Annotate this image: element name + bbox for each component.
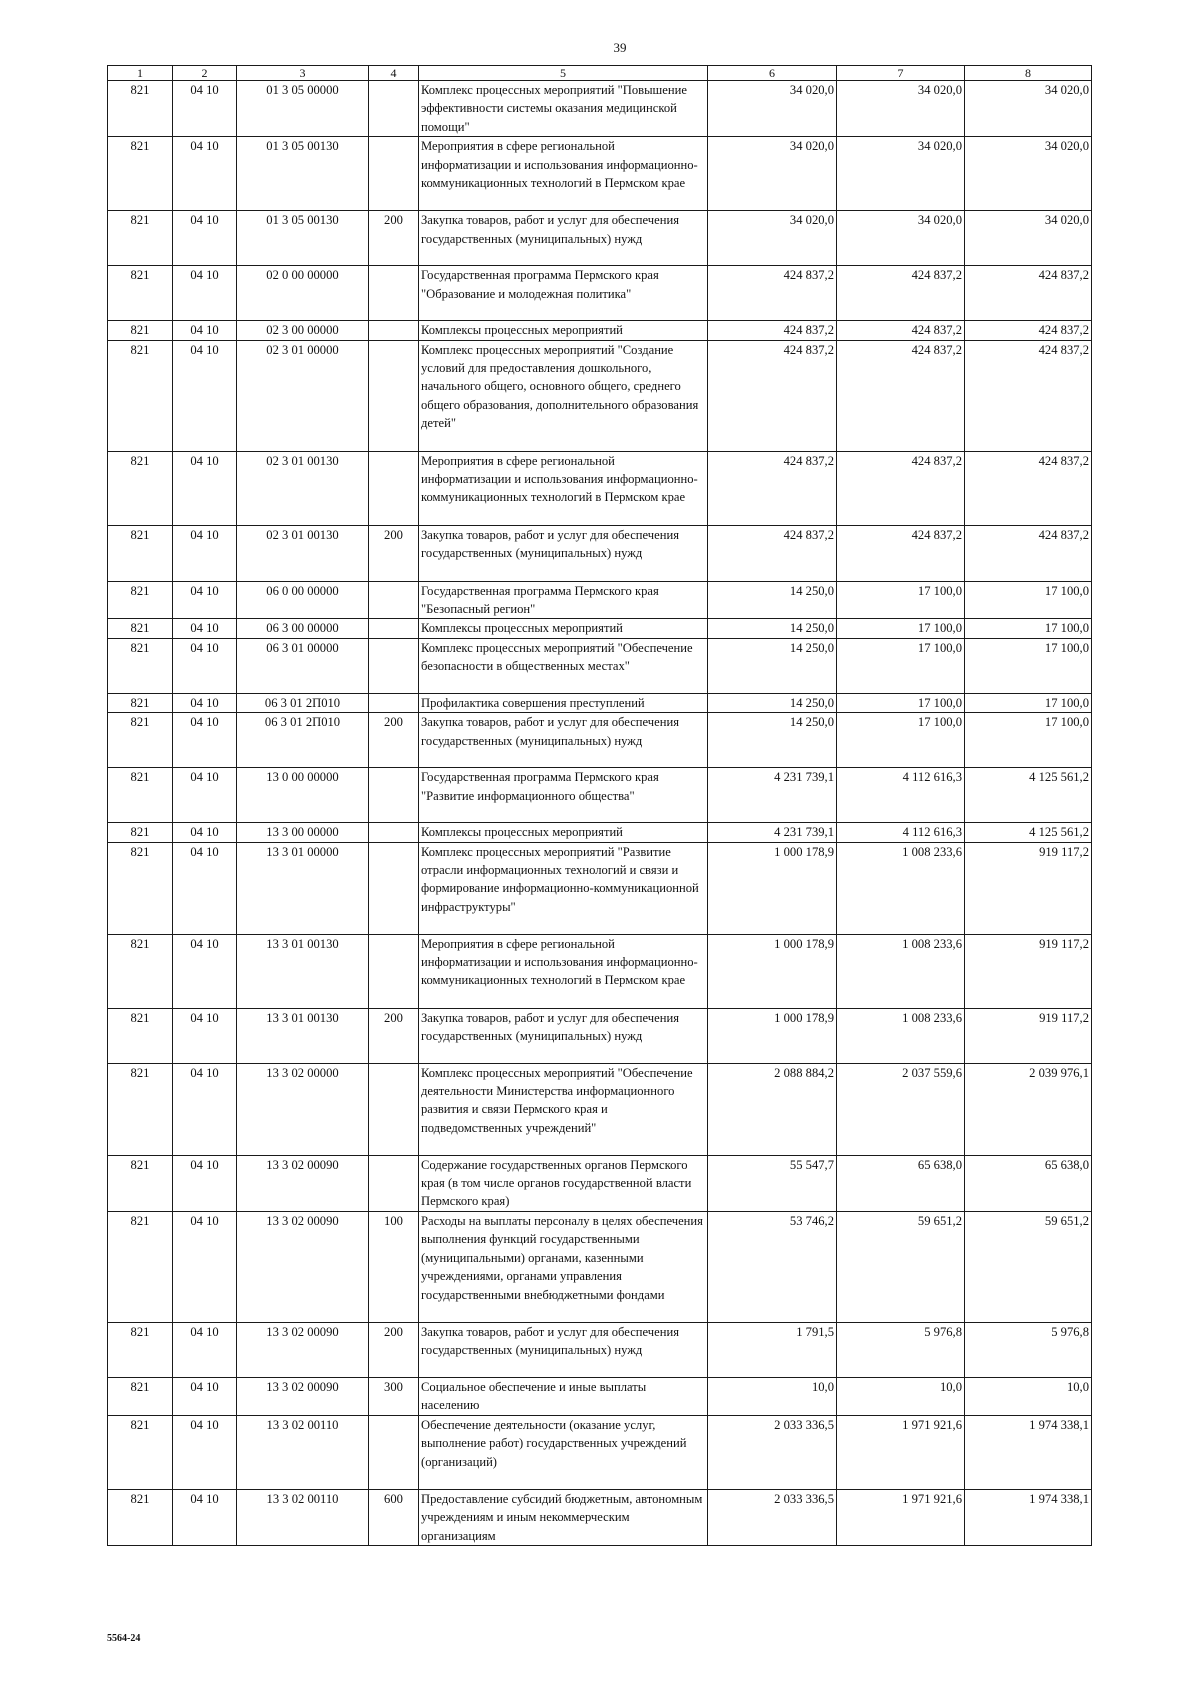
- amount-year-3-cell: 2 039 976,1: [965, 1063, 1092, 1155]
- description-cell: Комплекс процессных мероприятий "Повышение эффективности системы оказания медицинской помощи": [419, 81, 708, 137]
- amount-year-3-cell: 34 020,0: [965, 211, 1092, 266]
- gov-code-cell: 821: [108, 713, 173, 768]
- amount-year-1-cell: 14 250,0: [708, 713, 837, 768]
- target-article-cell: 13 3 02 00090: [237, 1322, 369, 1377]
- table-row: [108, 934, 1092, 1008]
- amount-year-1-cell: 4 231 739,1: [708, 823, 837, 842]
- header-col-1: 1: [108, 66, 173, 81]
- target-article-cell: 13 3 02 00110: [237, 1489, 369, 1545]
- amount-year-1-cell: 1 000 178,9: [708, 1008, 837, 1063]
- section-code-cell: 04 10: [173, 137, 237, 211]
- amount-year-1-cell: 424 837,2: [708, 321, 837, 340]
- section-code-cell: 04 10: [173, 525, 237, 581]
- description-cell: Закупка товаров, работ и услуг для обеспечения государственных (муниципальных) нужд: [419, 525, 708, 581]
- expense-type-cell: [369, 1415, 419, 1489]
- amount-year-1-cell: 10,0: [708, 1377, 837, 1415]
- expense-type-cell: [369, 340, 419, 451]
- expense-type-cell: [369, 823, 419, 842]
- gov-code-cell: 821: [108, 638, 173, 693]
- amount-year-2-cell: 1 008 233,6: [837, 1008, 965, 1063]
- target-article-cell: 02 3 01 00130: [237, 525, 369, 581]
- description-cell: Обеспечение деятельности (оказание услуг, выполнение работ) государственных учреждений (организаций): [419, 1415, 708, 1489]
- target-article-cell: 13 3 00 00000: [237, 823, 369, 842]
- section-code-cell: 04 10: [173, 581, 237, 619]
- header-row: [108, 66, 1092, 81]
- amount-year-3-cell: 424 837,2: [965, 266, 1092, 321]
- amount-year-1-cell: 424 837,2: [708, 340, 837, 451]
- target-article-cell: 01 3 05 00000: [237, 81, 369, 137]
- section-code-cell: 04 10: [173, 321, 237, 340]
- section-code-cell: 04 10: [173, 1211, 237, 1322]
- section-code-cell: 04 10: [173, 1155, 237, 1211]
- target-article-cell: 13 3 02 00000: [237, 1063, 369, 1155]
- gov-code-cell: 821: [108, 451, 173, 525]
- section-code-cell: 04 10: [173, 638, 237, 693]
- target-article-cell: 13 3 02 00090: [237, 1155, 369, 1211]
- amount-year-1-cell: 14 250,0: [708, 693, 837, 712]
- description-cell: Комплексы процессных мероприятий: [419, 619, 708, 638]
- description-cell: Закупка товаров, работ и услуг для обеспечения государственных (муниципальных) нужд: [419, 1008, 708, 1063]
- section-code-cell: 04 10: [173, 693, 237, 712]
- header-col-6: 6: [708, 66, 837, 81]
- amount-year-3-cell: 424 837,2: [965, 340, 1092, 451]
- gov-code-cell: 821: [108, 1377, 173, 1415]
- amount-year-1-cell: 14 250,0: [708, 638, 837, 693]
- amount-year-1-cell: 34 020,0: [708, 81, 837, 137]
- budget-table: [107, 65, 1092, 1546]
- description-cell: Комплекс процессных мероприятий "Развитие отрасли информационных технологий и связи и формирование информационно-коммуникационной инфраструктуры": [419, 842, 708, 934]
- table-row: [108, 211, 1092, 266]
- table-row: [108, 713, 1092, 768]
- gov-code-cell: 821: [108, 619, 173, 638]
- description-cell: Государственная программа Пермского края "Развитие информационного общества": [419, 768, 708, 823]
- target-article-cell: 06 3 01 2П010: [237, 693, 369, 712]
- amount-year-3-cell: 4 125 561,2: [965, 768, 1092, 823]
- description-cell: Мероприятия в сфере региональной информатизации и использования информационно-коммуникационных технологий в Пермском крае: [419, 451, 708, 525]
- table-row: [108, 340, 1092, 451]
- section-code-cell: 04 10: [173, 934, 237, 1008]
- table-row: [108, 266, 1092, 321]
- table-row: [108, 1155, 1092, 1211]
- amount-year-2-cell: 1 971 921,6: [837, 1489, 965, 1545]
- expense-type-cell: [369, 1155, 419, 1211]
- target-article-cell: 13 3 01 00130: [237, 934, 369, 1008]
- table-row: [108, 451, 1092, 525]
- amount-year-2-cell: 2 037 559,6: [837, 1063, 965, 1155]
- amount-year-2-cell: 1 008 233,6: [837, 842, 965, 934]
- amount-year-1-cell: 14 250,0: [708, 581, 837, 619]
- amount-year-2-cell: 65 638,0: [837, 1155, 965, 1211]
- expense-type-cell: 200: [369, 713, 419, 768]
- amount-year-3-cell: 10,0: [965, 1377, 1092, 1415]
- amount-year-3-cell: 5 976,8: [965, 1322, 1092, 1377]
- amount-year-3-cell: 919 117,2: [965, 842, 1092, 934]
- table-row: [108, 1211, 1092, 1322]
- amount-year-3-cell: 17 100,0: [965, 713, 1092, 768]
- target-article-cell: 02 3 01 00130: [237, 451, 369, 525]
- amount-year-3-cell: 424 837,2: [965, 525, 1092, 581]
- amount-year-2-cell: 17 100,0: [837, 619, 965, 638]
- amount-year-1-cell: 424 837,2: [708, 525, 837, 581]
- table-row: [108, 823, 1092, 842]
- expense-type-cell: [369, 842, 419, 934]
- table-row: [108, 693, 1092, 712]
- amount-year-2-cell: 5 976,8: [837, 1322, 965, 1377]
- target-article-cell: 06 3 00 00000: [237, 619, 369, 638]
- gov-code-cell: 821: [108, 211, 173, 266]
- table-row: [108, 638, 1092, 693]
- gov-code-cell: 821: [108, 823, 173, 842]
- amount-year-3-cell: 34 020,0: [965, 81, 1092, 137]
- amount-year-2-cell: 4 112 616,3: [837, 768, 965, 823]
- description-cell: Расходы на выплаты персоналу в целях обеспечения выполнения функций государственными (муниципальными) органами, казенными учреждениями, органами управления государственными внебюджетными фондами: [419, 1211, 708, 1322]
- table-body: [108, 81, 1092, 1546]
- description-cell: Мероприятия в сфере региональной информатизации и использования информационно-коммуникационных технологий в Пермском крае: [419, 137, 708, 211]
- table-row: [108, 81, 1092, 137]
- amount-year-2-cell: 424 837,2: [837, 525, 965, 581]
- target-article-cell: 06 3 01 00000: [237, 638, 369, 693]
- expense-type-cell: [369, 137, 419, 211]
- description-cell: Мероприятия в сфере региональной информатизации и использования информационно-коммуникационных технологий в Пермском крае: [419, 934, 708, 1008]
- expense-type-cell: [369, 81, 419, 137]
- table-row: [108, 1489, 1092, 1545]
- header-col-4: 4: [369, 66, 419, 81]
- description-cell: Комплекс процессных мероприятий "Обеспечение деятельности Министерства информационного развития и связи Пермского края и подведомственных учреждений": [419, 1063, 708, 1155]
- amount-year-3-cell: 919 117,2: [965, 1008, 1092, 1063]
- amount-year-3-cell: 1 974 338,1: [965, 1489, 1092, 1545]
- expense-type-cell: 600: [369, 1489, 419, 1545]
- section-code-cell: 04 10: [173, 340, 237, 451]
- amount-year-3-cell: 424 837,2: [965, 321, 1092, 340]
- gov-code-cell: 821: [108, 340, 173, 451]
- table-row: [108, 1008, 1092, 1063]
- amount-year-2-cell: 34 020,0: [837, 211, 965, 266]
- amount-year-2-cell: 17 100,0: [837, 693, 965, 712]
- expense-type-cell: [369, 581, 419, 619]
- target-article-cell: 13 3 01 00130: [237, 1008, 369, 1063]
- description-cell: Комплексы процессных мероприятий: [419, 321, 708, 340]
- target-article-cell: 02 3 01 00000: [237, 340, 369, 451]
- description-cell: Социальное обеспечение и иные выплаты населению: [419, 1377, 708, 1415]
- amount-year-3-cell: 17 100,0: [965, 693, 1092, 712]
- amount-year-3-cell: 1 974 338,1: [965, 1415, 1092, 1489]
- table-row: [108, 619, 1092, 638]
- expense-type-cell: [369, 693, 419, 712]
- page-number: 39: [613, 40, 627, 55]
- section-code-cell: 04 10: [173, 713, 237, 768]
- table-row: [108, 1063, 1092, 1155]
- target-article-cell: 02 0 00 00000: [237, 266, 369, 321]
- gov-code-cell: 821: [108, 321, 173, 340]
- table-row: [108, 581, 1092, 619]
- description-cell: Закупка товаров, работ и услуг для обеспечения государственных (муниципальных) нужд: [419, 1322, 708, 1377]
- amount-year-1-cell: 14 250,0: [708, 619, 837, 638]
- expense-type-cell: [369, 619, 419, 638]
- gov-code-cell: 821: [108, 581, 173, 619]
- amount-year-2-cell: 34 020,0: [837, 81, 965, 137]
- section-code-cell: 04 10: [173, 823, 237, 842]
- amount-year-1-cell: 424 837,2: [708, 266, 837, 321]
- description-cell: Профилактика совершения преступлений: [419, 693, 708, 712]
- amount-year-1-cell: 4 231 739,1: [708, 768, 837, 823]
- amount-year-2-cell: 34 020,0: [837, 137, 965, 211]
- expense-type-cell: 300: [369, 1377, 419, 1415]
- table-row: [108, 321, 1092, 340]
- amount-year-3-cell: 424 837,2: [965, 451, 1092, 525]
- gov-code-cell: 821: [108, 1415, 173, 1489]
- amount-year-3-cell: 919 117,2: [965, 934, 1092, 1008]
- expense-type-cell: 200: [369, 1322, 419, 1377]
- amount-year-1-cell: 55 547,7: [708, 1155, 837, 1211]
- header-col-5: 5: [419, 66, 708, 81]
- gov-code-cell: 821: [108, 1489, 173, 1545]
- expense-type-cell: 200: [369, 1008, 419, 1063]
- amount-year-2-cell: 59 651,2: [837, 1211, 965, 1322]
- amount-year-2-cell: 17 100,0: [837, 713, 965, 768]
- amount-year-2-cell: 1 008 233,6: [837, 934, 965, 1008]
- table-row: [108, 1415, 1092, 1489]
- target-article-cell: 13 0 00 00000: [237, 768, 369, 823]
- amount-year-2-cell: 424 837,2: [837, 340, 965, 451]
- expense-type-cell: [369, 321, 419, 340]
- amount-year-1-cell: 34 020,0: [708, 211, 837, 266]
- section-code-cell: 04 10: [173, 1415, 237, 1489]
- section-code-cell: 04 10: [173, 81, 237, 137]
- table-row: [108, 768, 1092, 823]
- expense-type-cell: [369, 1063, 419, 1155]
- gov-code-cell: 821: [108, 81, 173, 137]
- description-cell: Комплексы процессных мероприятий: [419, 823, 708, 842]
- amount-year-3-cell: 59 651,2: [965, 1211, 1092, 1322]
- amount-year-3-cell: 17 100,0: [965, 638, 1092, 693]
- target-article-cell: 13 3 02 00090: [237, 1211, 369, 1322]
- gov-code-cell: 821: [108, 693, 173, 712]
- expense-type-cell: [369, 266, 419, 321]
- target-article-cell: 02 3 00 00000: [237, 321, 369, 340]
- expense-type-cell: [369, 638, 419, 693]
- amount-year-1-cell: 1 000 178,9: [708, 934, 837, 1008]
- amount-year-1-cell: 2 033 336,5: [708, 1415, 837, 1489]
- section-code-cell: 04 10: [173, 842, 237, 934]
- amount-year-2-cell: 424 837,2: [837, 266, 965, 321]
- gov-code-cell: 821: [108, 1322, 173, 1377]
- amount-year-1-cell: 1 000 178,9: [708, 842, 837, 934]
- expense-type-cell: 100: [369, 1211, 419, 1322]
- amount-year-1-cell: 53 746,2: [708, 1211, 837, 1322]
- section-code-cell: 04 10: [173, 1063, 237, 1155]
- gov-code-cell: 821: [108, 768, 173, 823]
- gov-code-cell: 821: [108, 1008, 173, 1063]
- description-cell: Комплекс процессных мероприятий "Создание условий для предоставления дошкольного, начального общего, основного общего, среднего общего образования, дополнительного образования детей": [419, 340, 708, 451]
- amount-year-3-cell: 17 100,0: [965, 619, 1092, 638]
- amount-year-3-cell: 4 125 561,2: [965, 823, 1092, 842]
- section-code-cell: 04 10: [173, 1489, 237, 1545]
- table-row: [108, 137, 1092, 211]
- section-code-cell: 04 10: [173, 211, 237, 266]
- section-code-cell: 04 10: [173, 1008, 237, 1063]
- amount-year-1-cell: 2 033 336,5: [708, 1489, 837, 1545]
- description-cell: Закупка товаров, работ и услуг для обеспечения государственных (муниципальных) нужд: [419, 713, 708, 768]
- target-article-cell: 01 3 05 00130: [237, 211, 369, 266]
- expense-type-cell: [369, 934, 419, 1008]
- description-cell: Государственная программа Пермского края "Безопасный регион": [419, 581, 708, 619]
- gov-code-cell: 821: [108, 842, 173, 934]
- target-article-cell: 13 3 02 00110: [237, 1415, 369, 1489]
- amount-year-3-cell: 65 638,0: [965, 1155, 1092, 1211]
- target-article-cell: 13 3 02 00090: [237, 1377, 369, 1415]
- table-row: [108, 525, 1092, 581]
- amount-year-2-cell: 424 837,2: [837, 451, 965, 525]
- header-col-2: 2: [173, 66, 237, 81]
- target-article-cell: 01 3 05 00130: [237, 137, 369, 211]
- amount-year-2-cell: 4 112 616,3: [837, 823, 965, 842]
- description-cell: Содержание государственных органов Пермского края (в том числе органов государственной власти Пермского края): [419, 1155, 708, 1211]
- amount-year-3-cell: 17 100,0: [965, 581, 1092, 619]
- footer-document-code: 5564-24: [107, 1633, 141, 1644]
- amount-year-1-cell: 34 020,0: [708, 137, 837, 211]
- amount-year-2-cell: 10,0: [837, 1377, 965, 1415]
- section-code-cell: 04 10: [173, 266, 237, 321]
- section-code-cell: 04 10: [173, 451, 237, 525]
- table-row: [108, 1322, 1092, 1377]
- target-article-cell: 06 3 01 2П010: [237, 713, 369, 768]
- header-col-3: 3: [237, 66, 369, 81]
- gov-code-cell: 821: [108, 525, 173, 581]
- gov-code-cell: 821: [108, 1155, 173, 1211]
- expense-type-cell: 200: [369, 211, 419, 266]
- expense-type-cell: [369, 451, 419, 525]
- description-cell: Закупка товаров, работ и услуг для обеспечения государственных (муниципальных) нужд: [419, 211, 708, 266]
- description-cell: Предоставление субсидий бюджетным, автономным учреждениям и иным некоммерческим организациям: [419, 1489, 708, 1545]
- amount-year-1-cell: 2 088 884,2: [708, 1063, 837, 1155]
- section-code-cell: 04 10: [173, 1322, 237, 1377]
- section-code-cell: 04 10: [173, 768, 237, 823]
- table-row: [108, 1377, 1092, 1415]
- description-cell: Государственная программа Пермского края "Образование и молодежная политика": [419, 266, 708, 321]
- amount-year-2-cell: 17 100,0: [837, 638, 965, 693]
- amount-year-2-cell: 1 971 921,6: [837, 1415, 965, 1489]
- header-col-8: 8: [965, 66, 1092, 81]
- amount-year-3-cell: 34 020,0: [965, 137, 1092, 211]
- gov-code-cell: 821: [108, 1211, 173, 1322]
- amount-year-1-cell: 1 791,5: [708, 1322, 837, 1377]
- gov-code-cell: 821: [108, 137, 173, 211]
- section-code-cell: 04 10: [173, 619, 237, 638]
- target-article-cell: 13 3 01 00000: [237, 842, 369, 934]
- description-cell: Комплекс процессных мероприятий "Обеспечение безопасности в общественных местах": [419, 638, 708, 693]
- section-code-cell: 04 10: [173, 1377, 237, 1415]
- amount-year-1-cell: 424 837,2: [708, 451, 837, 525]
- table-row: [108, 842, 1092, 934]
- amount-year-2-cell: 424 837,2: [837, 321, 965, 340]
- header-col-7: 7: [837, 66, 965, 81]
- gov-code-cell: 821: [108, 266, 173, 321]
- expense-type-cell: 200: [369, 525, 419, 581]
- amount-year-2-cell: 17 100,0: [837, 581, 965, 619]
- gov-code-cell: 821: [108, 934, 173, 1008]
- target-article-cell: 06 0 00 00000: [237, 581, 369, 619]
- gov-code-cell: 821: [108, 1063, 173, 1155]
- expense-type-cell: [369, 768, 419, 823]
